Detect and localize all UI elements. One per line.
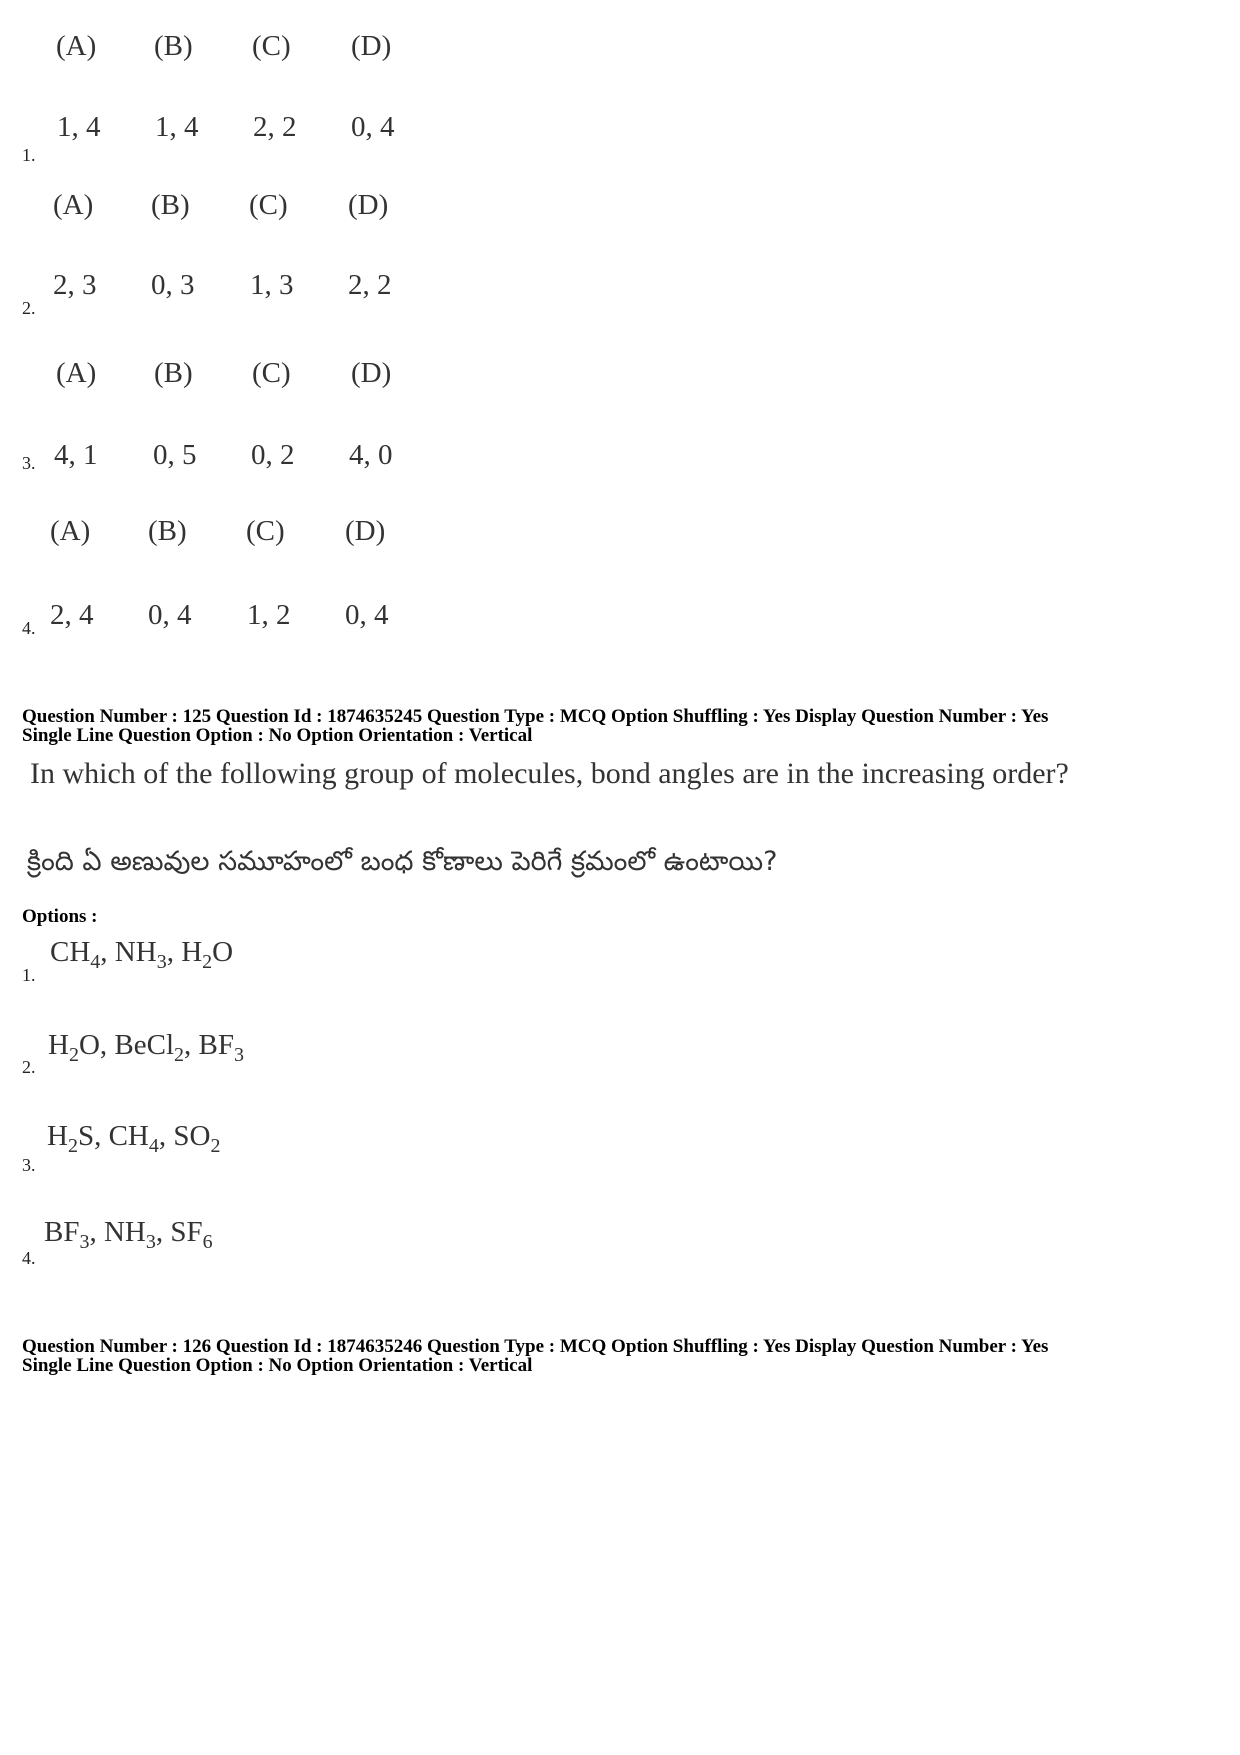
header-a: (A) bbox=[56, 357, 97, 389]
formula-subscript: 3 bbox=[79, 1231, 90, 1253]
formula-part: , SO bbox=[158, 1120, 211, 1152]
option-number: 2. bbox=[22, 1057, 36, 1077]
header-d: (D) bbox=[345, 515, 386, 547]
header-d: (D) bbox=[348, 189, 389, 221]
question-text-telugu: క్రింది ఏ అణువుల సమూహంలో బంధ కోణాలు పెరిగే క్రమంలో ఉంటాయి? bbox=[27, 846, 778, 877]
value-b: 1, 4 bbox=[155, 111, 199, 143]
value-d: 4, 0 bbox=[349, 439, 393, 471]
formula-subscript: 6 bbox=[202, 1231, 213, 1253]
option-3-formula[interactable] bbox=[47, 1120, 221, 1157]
formula-subscript: 3 bbox=[145, 1231, 156, 1253]
formula-part: H bbox=[47, 1120, 68, 1152]
value-a: 2, 3 bbox=[53, 269, 97, 301]
formula-subscript: 3 bbox=[156, 951, 167, 973]
header-a: (A) bbox=[50, 515, 91, 547]
value-d: 0, 4 bbox=[351, 111, 395, 143]
value-b: 0, 3 bbox=[151, 269, 195, 301]
formula-subscript: 4 bbox=[90, 951, 101, 973]
formula-part: , NH bbox=[100, 936, 157, 968]
formula-subscript: 2 bbox=[67, 1135, 78, 1157]
header-c: (C) bbox=[246, 515, 285, 547]
formula-part: , BF bbox=[184, 1029, 234, 1061]
option-number: 1. bbox=[22, 145, 36, 165]
header-c: (C) bbox=[252, 357, 291, 389]
formula-part: O, BeCl bbox=[78, 1029, 175, 1061]
value-a: 4, 1 bbox=[54, 439, 98, 471]
formula-part: BF bbox=[44, 1216, 80, 1248]
value-a: 1, 4 bbox=[57, 111, 101, 143]
value-a: 2, 4 bbox=[50, 599, 94, 631]
option-number: 3. bbox=[22, 453, 36, 473]
header-a: (A) bbox=[56, 30, 97, 62]
formula-part: CH bbox=[50, 936, 91, 968]
option-number: 1. bbox=[22, 965, 36, 985]
formula-part: , NH bbox=[89, 1216, 146, 1248]
option-number: 4. bbox=[22, 618, 36, 638]
option-1-formula[interactable] bbox=[50, 936, 234, 973]
formula-subscript: 2 bbox=[174, 1044, 185, 1066]
value-c: 1, 3 bbox=[250, 269, 294, 301]
question-text-english: In which of the following group of molecules, bond angles are in the increasing order? bbox=[30, 757, 1069, 790]
option-number: 3. bbox=[22, 1155, 36, 1175]
formula-part: , H bbox=[166, 936, 203, 968]
value-d: 2, 2 bbox=[348, 269, 392, 301]
question-meta-line1: Question Number : 125 Question Id : 1874635245 Question Type : MCQ Option Shuffling : Yes Display Question Number : Yes bbox=[22, 706, 1049, 727]
value-c: 0, 2 bbox=[251, 439, 295, 471]
header-a: (A) bbox=[53, 189, 94, 221]
header-c: (C) bbox=[249, 189, 288, 221]
question-meta-line2: Single Line Question Option : No Option Orientation : Vertical bbox=[22, 725, 533, 746]
header-b: (B) bbox=[154, 357, 193, 389]
header-b: (B) bbox=[154, 30, 193, 62]
value-d: 0, 4 bbox=[345, 599, 389, 631]
formula-subscript: 4 bbox=[148, 1135, 159, 1157]
options-label: Options : bbox=[22, 906, 98, 927]
header-d: (D) bbox=[351, 30, 392, 62]
header-d: (D) bbox=[351, 357, 392, 389]
formula-subscript: 3 bbox=[234, 1044, 244, 1066]
header-b: (B) bbox=[148, 515, 187, 547]
question-meta-line2: Single Line Question Option : No Option Orientation : Vertical bbox=[22, 1355, 533, 1376]
value-c: 1, 2 bbox=[247, 599, 291, 631]
formula-subscript: 2 bbox=[202, 951, 213, 973]
header-c: (C) bbox=[252, 30, 291, 62]
question-meta-line1: Question Number : 126 Question Id : 1874635246 Question Type : MCQ Option Shuffling : Yes Display Question Number : Yes bbox=[22, 1336, 1049, 1357]
option-number: 2. bbox=[22, 298, 36, 318]
formula-part: O bbox=[212, 936, 234, 968]
header-b: (B) bbox=[151, 189, 190, 221]
value-c: 2, 2 bbox=[253, 111, 297, 143]
value-b: 0, 4 bbox=[148, 599, 192, 631]
formula-subscript: 2 bbox=[68, 1044, 79, 1066]
option-2-formula[interactable] bbox=[48, 1029, 244, 1066]
option-4-formula[interactable] bbox=[44, 1216, 213, 1253]
option-number: 4. bbox=[22, 1248, 36, 1268]
value-b: 0, 5 bbox=[153, 439, 197, 471]
formula-subscript: 2 bbox=[210, 1135, 221, 1157]
formula-part: , SF bbox=[155, 1216, 203, 1248]
formula-part: H bbox=[48, 1029, 69, 1061]
formula-part: S, CH bbox=[77, 1120, 149, 1152]
